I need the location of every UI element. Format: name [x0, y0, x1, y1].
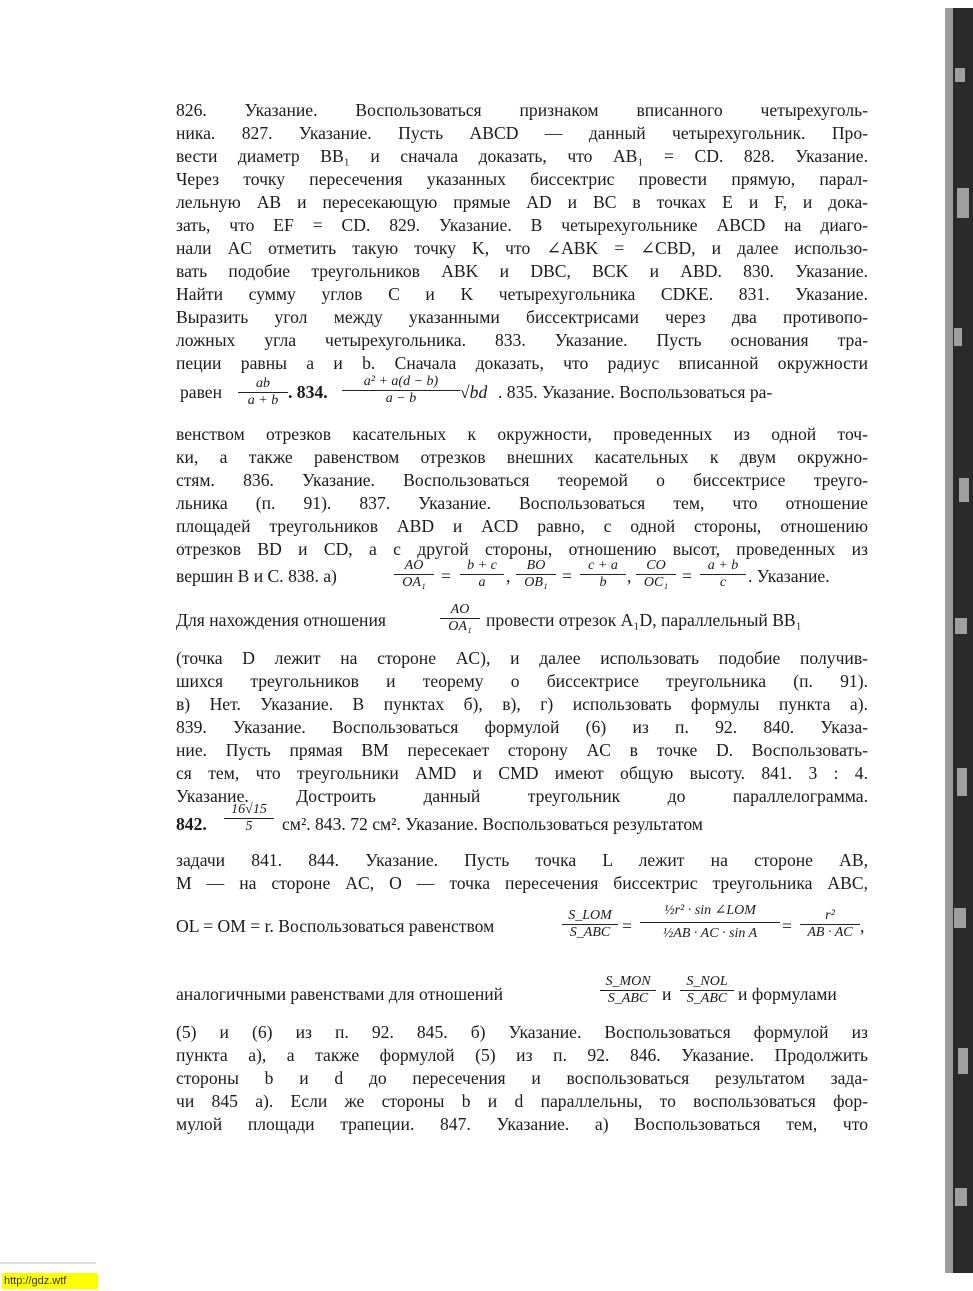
formula-text: 842.: [176, 814, 207, 834]
equals-sign: =: [441, 566, 451, 586]
text-line: чи 845 а). Если же стороны b и d параллельны, то воспользоваться фор-: [176, 1091, 868, 1111]
text-line: (точка D лежит на стороне AC), и далее использовать подобие получив-: [176, 648, 868, 668]
fraction: [394, 558, 434, 591]
denominator: OA₁: [402, 575, 426, 590]
formula-line: [176, 802, 868, 846]
numerator: r²: [800, 908, 860, 925]
numerator: c + a: [580, 558, 626, 575]
text-line: ся тем, что треугольники AMD и CMD имеют общую высоту. 841. 3 : 4.: [176, 763, 868, 783]
numerator: 16√15: [224, 802, 274, 819]
text-line: ки, а также равенством отрезков внешних касательных к двум окружно-: [176, 447, 868, 467]
denominator: OC₁: [643, 575, 669, 590]
formula-line: [176, 372, 868, 416]
equals-sign: =: [622, 916, 632, 936]
fraction: [580, 558, 626, 591]
fraction: [600, 974, 656, 1007]
text-line: венством отрезков касательных к окружности, проведенных из одной точ-: [176, 424, 868, 444]
numerator: a + b: [700, 558, 746, 575]
denominator: AB · AC: [807, 925, 853, 940]
fraction: [800, 908, 860, 941]
comma: ,: [627, 566, 632, 586]
scan-artifact: [0, 1262, 96, 1264]
watermark-link[interactable]: http://gdz.wtf: [2, 1273, 98, 1289]
fraction: [460, 558, 504, 591]
text-line: зать, что EF = CD. 829. Указание. В четырехугольнике ABCD на диаго-: [176, 215, 868, 235]
text-line: вать подобие треугольников ABK и DBC, BCK и ABD. 830. Указание.: [176, 261, 868, 281]
denominator: b: [599, 575, 607, 590]
text-line: льника (п. 91). 837. Указание. Воспользоваться тем, что отношение: [176, 493, 868, 513]
text-line: ника. 827. Указание. Пусть ABCD — данный четырехугольник. Про-: [176, 123, 868, 143]
formula-text: вершин B и C. 838. а): [176, 566, 337, 586]
fraction: [700, 558, 746, 591]
numerator: S_NOL: [680, 974, 734, 991]
text-line: задачи 841. 844. Указание. Пусть точка L лежит на стороне AB,: [176, 850, 868, 870]
denominator: 5: [245, 819, 253, 834]
formula-text: ,: [860, 916, 865, 936]
text-line: Найти сумму углов C и K четырехугольника CDKE. 831. Указание.: [176, 284, 868, 304]
formula-text: OL = OM = r. Воспользоваться равенством: [176, 916, 495, 936]
fraction: [640, 900, 780, 945]
formula-text: . 834.: [288, 382, 328, 402]
denominator: c: [719, 575, 727, 590]
formula-text: Для нахождения отношения: [176, 610, 386, 630]
formula-text: и формулами: [738, 984, 837, 1004]
text-line: лельную AB и пересекающую прямые AD и BC в точках E и F, и дока-: [176, 192, 868, 212]
text-line: вести диаметр BB₁ и сначала доказать, что AB₁ = CD. 828. Указание.: [176, 146, 868, 166]
denominator: a − b: [385, 391, 417, 406]
fraction: [440, 602, 480, 635]
denominator: OA₁: [448, 619, 472, 634]
formula-text: провести отрезок A₁D, параллельный BB₁: [486, 610, 802, 630]
formula-text: равен: [180, 382, 223, 402]
numerator: S_MON: [600, 974, 656, 991]
text-line: Через точку пересечения указанных биссектрис провести прямую, парал-: [176, 169, 868, 189]
numerator: AO: [394, 558, 434, 575]
page-edge-shadow: [945, 8, 973, 1273]
text-line: мулой площади трапеции. 847. Указание. а) Воспользоваться тем, что: [176, 1114, 868, 1134]
numerator: S_LOM: [562, 908, 618, 925]
text-line: ние. Пусть прямая BM пересекает сторону AC в точке D. Воспользовать-: [176, 740, 868, 760]
formula-text: аналогичными равенствами для отношений: [176, 984, 504, 1004]
fraction: [238, 376, 288, 409]
equals-sign: =: [682, 566, 692, 586]
numerator: BO: [516, 558, 556, 575]
comma: ,: [506, 566, 511, 586]
equals-sign: =: [782, 916, 792, 936]
formula-text: √bd: [460, 382, 488, 402]
text-line: отрезков BD и CD, а с другой стороны, отношению высот, проведенных из: [176, 539, 868, 559]
text-line: (5) и (6) из п. 92. 845. б) Указание. Воспользоваться формулой из: [176, 1022, 868, 1042]
formula-text: . 835. Указание. Воспользоваться ра-: [498, 382, 773, 402]
fraction: [516, 558, 556, 591]
numerator: a² + a(d − b): [342, 374, 460, 391]
text-line: Выразить угол между указанными биссектрисами через два противопо-: [176, 307, 868, 327]
text-line: пункта а), а также формулой (5) из п. 92. 846. Указание. Продолжить: [176, 1045, 868, 1065]
denominator: S_ABC: [607, 991, 649, 1006]
equals-sign: =: [562, 566, 572, 586]
denominator: a: [478, 575, 486, 590]
text-line: пеции равны a и b. Сначала доказать, что радиус вписанной окружности: [176, 353, 868, 373]
denominator: S_ABC: [686, 991, 728, 1006]
denominator: S_ABC: [569, 925, 611, 940]
numerator: b + c: [460, 558, 504, 575]
text-line: шихся треугольников и теорему о биссектрисе треугольника (п. 91).: [176, 671, 868, 691]
text-line: 839. Указание. Воспользоваться формулой (6) из п. 92. 840. Указа-: [176, 717, 868, 737]
formula-line: [176, 972, 868, 1022]
fraction: [636, 558, 676, 591]
formula-line: [176, 558, 868, 600]
numerator: ab: [238, 376, 288, 393]
formula-line: [176, 602, 868, 642]
numerator: ½r² · sin ∠LOM: [640, 900, 780, 923]
formula-text: см². 843. 72 см². Указание. Воспользоваться результатом: [282, 814, 703, 834]
text-line: Указание. Достроить данный треугольник до параллелограмма.: [176, 786, 868, 806]
text-line: M — на стороне AC, O — точка пересечения биссектрис треугольника ABC,: [176, 873, 868, 893]
formula-text: . Указание.: [748, 566, 830, 586]
denominator: a + b: [247, 393, 279, 408]
formula-line: [176, 896, 868, 970]
fraction: [562, 908, 618, 941]
text-line: площадей треугольников ABD и ACD равно, с одной стороны, отношению: [176, 516, 868, 536]
numerator: AO: [440, 602, 480, 619]
text-line: ложных угла четырехугольника. 833. Указание. Пусть основания тра-: [176, 330, 868, 350]
text-line: в) Нет. Указание. В пунктах б), в), г) использовать формулы пункта а).: [176, 694, 868, 714]
numerator: CO: [636, 558, 676, 575]
denominator: ½AB · AC · sin A: [662, 926, 758, 941]
text-line: нали AC отметить такую точку K, что ∠ABK = ∠CBD, и далее использо-: [176, 238, 868, 258]
text-line: 826. Указание. Воспользоваться признаком вписанного четырехуголь-: [176, 100, 868, 120]
fraction: [680, 974, 734, 1007]
text-line: стям. 836. Указание. Воспользоваться теоремой о биссектрисе треуго-: [176, 470, 868, 490]
fraction: [224, 802, 274, 835]
denominator: OB₁: [524, 575, 548, 590]
fraction: [342, 374, 460, 407]
text-line: стороны b и d до пересечения и воспользоваться результатом зада-: [176, 1068, 868, 1088]
formula-text: и: [662, 984, 672, 1004]
